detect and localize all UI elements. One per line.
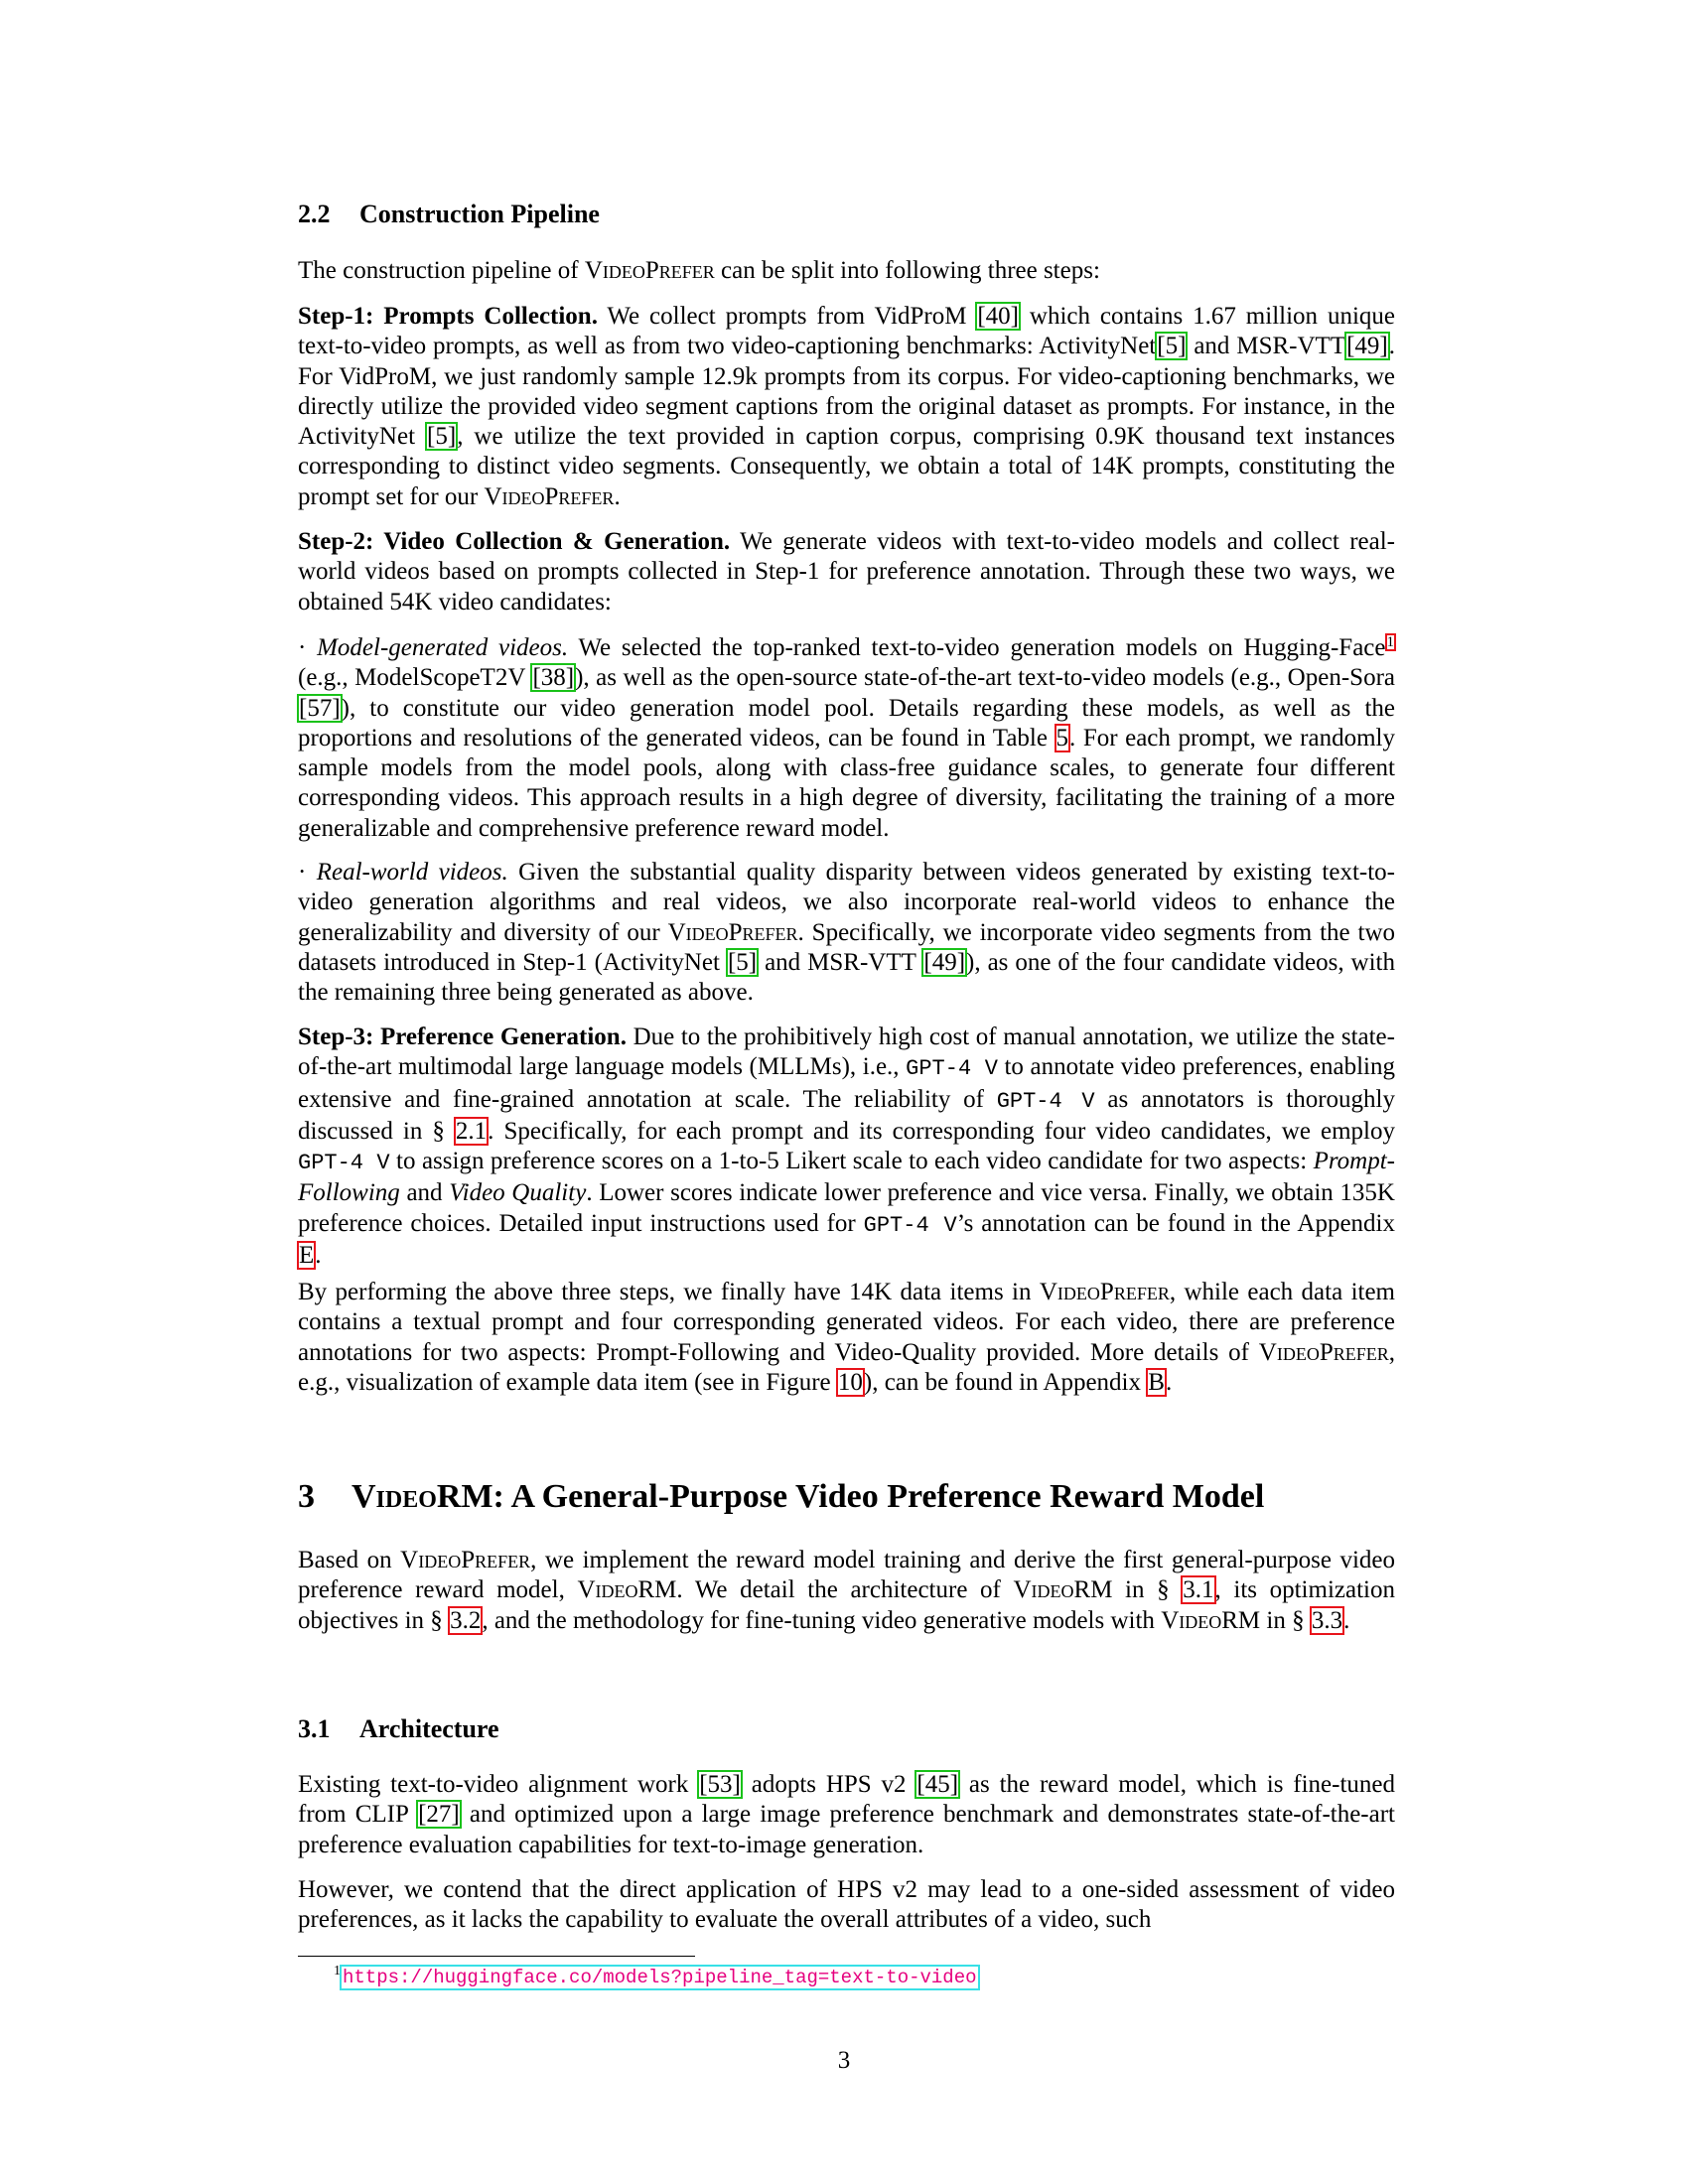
- citation-link[interactable]: [38]: [532, 664, 575, 692]
- dataset-name: VideoPrefer: [584, 257, 715, 284]
- body-text: , and the methodology for fine-tuning video generative models with: [482, 1606, 1162, 1634]
- citation-link[interactable]: [27]: [418, 1801, 460, 1829]
- footnote-number: 1: [334, 1964, 341, 1979]
- citation-link[interactable]: [40]: [977, 303, 1019, 330]
- step1-paragraph: [298, 302, 1395, 512]
- body-text: ’s annotation can be found in the Appendix: [956, 1209, 1395, 1237]
- model-name: GPT-4 V: [298, 1151, 390, 1176]
- model-name: VideoRM: [1013, 1576, 1113, 1604]
- body-text: adopts HPS v2: [741, 1771, 916, 1798]
- item-label: Real-world videos.: [316, 859, 508, 886]
- dataset-name: VideoPrefer: [484, 482, 615, 510]
- citation-link[interactable]: [5]: [427, 423, 457, 451]
- section-heading-3: [298, 1477, 1395, 1517]
- model-name: VideoRM: [352, 1478, 493, 1515]
- body-text: , its optimization objectives in §: [298, 1576, 1395, 1634]
- bullet: ·: [298, 859, 317, 886]
- model-generated-paragraph: [298, 633, 1395, 844]
- body-text: ), can be found in Appendix: [863, 1368, 1148, 1396]
- body-text: and optimized upon a large image preference benchmark and demonstrates state-of-the-art preference evaluation capabilities for text-to-image generation.: [298, 1801, 1396, 1858]
- body-text: .: [1165, 1368, 1173, 1396]
- body-text: . Specifically, for each prompt and its corresponding four video candidates, we employ: [488, 1117, 1395, 1145]
- dataset-name: VideoPrefer: [1039, 1279, 1170, 1305]
- body-text: ), as one of the four candidate videos, with the remaining three being generated as above.: [298, 948, 1395, 1007]
- body-text: We selected the top-ranked text-to-video generation models on Hugging-Face: [568, 634, 1386, 661]
- dataset-name: VideoPrefer: [667, 918, 798, 946]
- body-text: .: [614, 482, 621, 510]
- body-text: .: [1343, 1606, 1350, 1634]
- section-heading-2-2: [298, 199, 1395, 230]
- citation-link[interactable]: [57]: [299, 694, 341, 722]
- architecture-paragraph-1: [298, 1770, 1395, 1860]
- body-text: which contains 1.67 million unique text-to-video prompts, as well as from two video-captioning benchmarks: ActivityNet: [298, 303, 1395, 360]
- figure-reference-link[interactable]: 10: [837, 1368, 863, 1396]
- citation-link[interactable]: [5]: [727, 948, 758, 976]
- footnote-rule: [298, 1956, 695, 1957]
- body-text: to assign preference scores on a 1-to-5 Likert scale to each video candidate for two aspects:: [389, 1148, 1314, 1175]
- section3-intro-paragraph: [298, 1546, 1395, 1636]
- dataset-name: VideoPrefer: [1258, 1338, 1389, 1366]
- body-text: , e.g., visualization of example data item (see in Figure: [298, 1338, 1395, 1396]
- model-name: VideoRM: [1161, 1606, 1261, 1634]
- section-reference-link[interactable]: 3.2: [450, 1606, 482, 1634]
- model-name: VideoRM: [577, 1576, 677, 1604]
- body-text: ), to constitute our video generation model pool. Details regarding these models, as well as the proportions and resolutions of the generated videos, can be found in Table: [298, 694, 1395, 751]
- citation-link[interactable]: [53]: [699, 1771, 741, 1798]
- item-label: Model-generated videos.: [317, 634, 569, 661]
- dataset-name: VideoPrefer: [400, 1547, 531, 1573]
- citation-link[interactable]: [49]: [923, 948, 966, 976]
- body-text: We collect prompts from VidProM: [597, 303, 977, 330]
- footnote-marker[interactable]: 1: [1386, 633, 1394, 650]
- body-text: Due to the prohibitively high cost of manual annotation, we utilize the state-of-the-art multimodal large language models (MLLMs), i.e.,: [298, 1024, 1395, 1081]
- model-name: GPT-4 V: [863, 1212, 957, 1238]
- step-label: Step-1: Prompts Collection.: [298, 303, 598, 330]
- section-number: 3: [298, 1478, 315, 1515]
- section-number: 3.1: [298, 1714, 331, 1743]
- body-text: . For each prompt, we randomly sample models from the model pools, along with class-free guidance scales, to generate four different corresponding videos. This approach results in a high degree of diversity, facilitating the training of a more generalizable and comprehensive preference reward model.: [298, 724, 1395, 842]
- body-text: Given the substantial quality disparity between videos generated by existing text-to-video generation algorithms and real videos, we also incorporate real-world videos to enhance the generalizability and diversity of our: [298, 859, 1395, 946]
- section-title: Construction Pipeline: [359, 200, 600, 228]
- body-text: .: [315, 1242, 322, 1270]
- citation-link[interactable]: [45]: [916, 1771, 959, 1798]
- appendix-reference-link[interactable]: B: [1148, 1368, 1165, 1396]
- body-text: ), as well as the open-source state-of-the-art text-to-video models (e.g., Open-Sora: [575, 664, 1395, 692]
- section-reference-link[interactable]: 3.3: [1311, 1606, 1343, 1634]
- real-world-paragraph: [298, 858, 1395, 1008]
- citation-link[interactable]: [49]: [1346, 333, 1388, 360]
- body-text: and MSR-VTT: [1187, 333, 1346, 360]
- model-name: GPT-4 V: [996, 1088, 1095, 1114]
- step-label: Step-3: Preference Generation.: [298, 1024, 627, 1050]
- step-label: Step-2: Video Collection & Generation.: [298, 528, 731, 555]
- step2-paragraph: [298, 527, 1395, 617]
- intro-text: The construction pipeline of: [298, 257, 585, 284]
- section-number: 2.2: [298, 200, 331, 228]
- intro-paragraph: [298, 256, 1395, 286]
- model-name: GPT-4 V: [906, 1056, 998, 1082]
- citation-link[interactable]: [5]: [1157, 333, 1187, 360]
- body-text: . We detail the architecture of: [676, 1576, 1014, 1604]
- section-title: : A General-Purpose Video Preference Reward Model: [492, 1478, 1265, 1515]
- body-text: , we utilize the text provided in caption corpus, comprising 0.9K thousand text instances corresponding to distinct video segments. Consequently, we obtain a total of 14K prompts, constituting the prompt set for our: [298, 423, 1395, 510]
- section-reference-link[interactable]: 2.1: [455, 1117, 488, 1145]
- appendix-reference-link[interactable]: E: [299, 1242, 315, 1270]
- intro-text: can be split into following three steps:: [714, 257, 1100, 284]
- section-title: Architecture: [359, 1714, 499, 1743]
- architecture-paragraph-2: [298, 1875, 1395, 1936]
- section-heading-3-1: [298, 1713, 1395, 1745]
- aspect-name: Video Quality: [449, 1179, 587, 1207]
- bullet: ·: [298, 634, 318, 661]
- footnote-url-link[interactable]: https://huggingface.co/models?pipeline_tag=text-to-video: [343, 1967, 977, 1988]
- step3-paragraph: [298, 1023, 1395, 1271]
- body-text: . For VidProM, we just randomly sample 12.9k prompts from its corpus. For video-captioning benchmarks, we directly utilize the provided video segment captions from the original dataset as prompts. For instance, in the ActivityNet: [298, 333, 1395, 451]
- section-reference-link[interactable]: 3.1: [1183, 1576, 1214, 1604]
- body-text: (e.g., ModelScopeT2V: [298, 664, 532, 692]
- body-text: as the reward model, which is fine-tuned from CLIP: [298, 1771, 1395, 1829]
- body-text: . Lower scores indicate lower preference and vice versa. Finally, we obtain 135K preference choices. Detailed input instructions used for: [298, 1179, 1395, 1237]
- body-text: and: [399, 1179, 450, 1207]
- body-text: and MSR-VTT: [758, 948, 923, 976]
- footnote: [334, 1961, 978, 1992]
- body-text: , while each data item contains a textual prompt and four corresponding generated videos. For each video, there are preference annotations for two aspects: Prompt-Following and Video-Quality provided. More details of: [298, 1279, 1395, 1366]
- body-text: By performing the above three steps, we finally have 14K data items in: [298, 1279, 1040, 1305]
- body-text: in §: [1260, 1606, 1311, 1634]
- body-text: Based on: [298, 1547, 401, 1573]
- body-text: , we implement the reward model training and derive the first general-purpose video preference reward model,: [298, 1547, 1395, 1604]
- aspect-name: Prompt-Following: [298, 1148, 1395, 1207]
- body-text: However, we contend that the direct application of HPS v2 may lead to a one-sided assessment of video preferences, as it lacks the capability to evaluate the overall attributes of a video, such: [298, 1876, 1395, 1934]
- body-text: . Specifically, we incorporate video segments from the two datasets introduced in Step-1 (ActivityNet: [298, 918, 1395, 976]
- body-text: Existing text-to-video alignment work: [298, 1771, 699, 1798]
- page-number: 3: [837, 2047, 851, 2074]
- body-text: to annotate video preferences, enabling extensive and fine-grained annotation at scale. The reliability of: [298, 1053, 1395, 1113]
- body-text: We generate videos with text-to-video models and collect real-world videos based on prompts collected in Step-1 for preference annotation. Through these two ways, we obtained 54K video candidates:: [298, 528, 1395, 615]
- body-text: in §: [1112, 1576, 1183, 1604]
- body-text: as annotators is thoroughly discussed in §: [298, 1085, 1395, 1145]
- table-reference-link[interactable]: 5: [1055, 724, 1069, 751]
- summary-paragraph: [298, 1278, 1395, 1398]
